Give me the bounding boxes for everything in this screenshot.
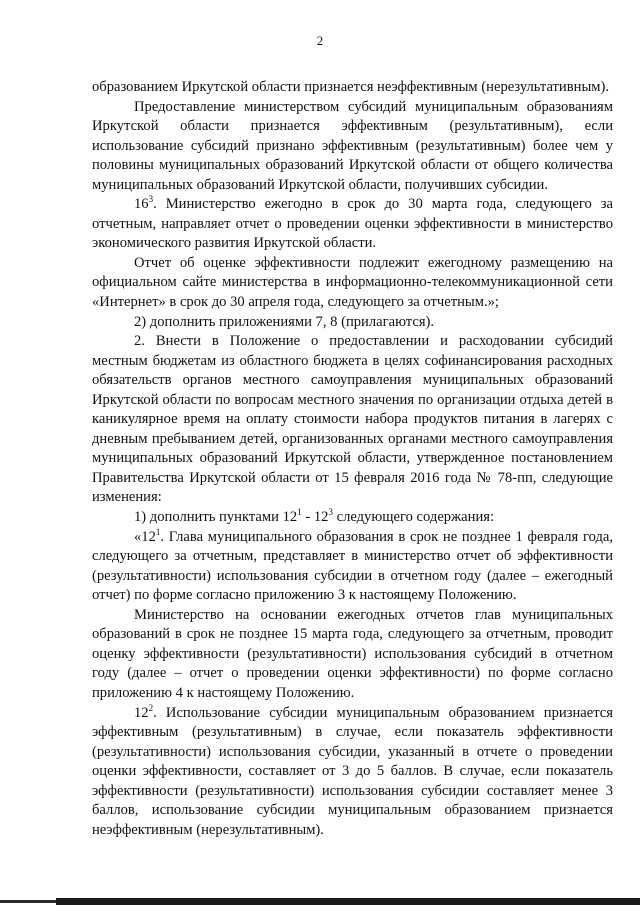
scan-edge-bottom bbox=[56, 898, 640, 905]
paragraph-appendices: 2) дополнить приложениями 7, 8 (прилагаются). bbox=[134, 313, 435, 330]
clause-text: . Использование субсидии муниципальным образованием признается эффективным (результативным) в случае, если показатель эффективности (результативности) использования субсидии, указанный в отчете о проведении оценки эффективности, составляет от 3 до 5 баллов. В случае, если показатель эффективности (результативности) использования субсидии составляет менее 3 баллов, использование субсидии муниципальным образованием признается неэффективным (нерезультативным). bbox=[92, 704, 613, 838]
clause-text: . Министерство ежегодно в срок до 30 марта года, следующего за отчетным, направляет отчет о проведении оценки эффективности в министерство экономического развития Иркутской области. bbox=[92, 196, 613, 252]
clause-superscript: 1 bbox=[297, 507, 302, 518]
clause-superscript: 2 bbox=[148, 702, 154, 713]
document-body bbox=[92, 78, 613, 840]
add-clauses-post: следующего содержания: bbox=[332, 509, 495, 526]
clause-number: 12 bbox=[134, 704, 149, 721]
paragraph-subsidy-efficiency: Предоставление министерством субсидий муниципальным образованиям Иркутской области признается эффективным (результативным), если использование субсидий признано эффективным (результативным) более чем у половины муниципальных образований Иркутской области от общего количества муниципальных образований Иркутской области, получивших субсидии. bbox=[92, 98, 613, 193]
add-clauses-mid: - 12 bbox=[301, 509, 329, 526]
clause-number: 16 bbox=[134, 196, 149, 213]
clause-superscript: 1 bbox=[155, 526, 161, 537]
clause-number: «12 bbox=[134, 528, 156, 545]
paragraph-16-3 bbox=[92, 195, 613, 254]
paragraph-ministry-evaluation: Министерство на основании ежегодных отчетов глав муниципальных образований в срок не позднее 15 марта года, следующего за отчетным, проводит оценку эффективности (результативности) использования субсидий в отчетном году (далее – отчет о проведении оценки эффективности) по форме согласно приложению 4 к настоящему Положению. bbox=[92, 606, 613, 701]
paragraph-report-publication: Отчет об оценке эффективности подлежит ежегодному размещению на официальном сайте министерства в информационно-телекоммуникационной сети «Интернет» в срок до 30 апреля года, следующего за отчетным.»; bbox=[92, 254, 613, 311]
paragraph-amendments-2: 2. Внести в Положение о предоставлении и расходовании субсидий местным бюджетам из областного бюджета в целях софинансирования расходных обязательств органов местного самоуправления муниципальных образований Иркутской области по вопросам местного значения по организации отдыха детей в каникулярное время на оплату стоимости набора продуктов питания в лагерях с дневным пребыванием детей, организованных органами местного самоуправления муниципальных образований Иркутской области, утвержденное постановлением Правительства Иркутской области от 15 февраля 2016 года № 78-пп, следующие изменения: bbox=[92, 333, 613, 506]
paragraph-add-clauses bbox=[92, 508, 613, 528]
page-number: 2 bbox=[316, 33, 324, 48]
paragraph-12-2 bbox=[92, 704, 613, 841]
add-clauses-pre: 1) дополнить пунктами 12 bbox=[134, 509, 298, 526]
paragraph-12-1 bbox=[92, 528, 613, 606]
paragraph-continuation: образованием Иркутской области признается неэффективным (нерезультативным). bbox=[92, 79, 609, 95]
scan-edge-left bbox=[0, 900, 56, 903]
clause-text: . Глава муниципального образования в срок не позднее 1 февраля года, следующего за отчетным, представляет в министерство отчет об эффективности (результативности) использования субсидии в отчетном году (далее – ежегодный отчет) по форме согласно приложению 3 к настоящему Положению. bbox=[92, 528, 613, 604]
clause-superscript: 3 bbox=[328, 507, 333, 518]
clause-superscript: 3 bbox=[148, 194, 154, 205]
